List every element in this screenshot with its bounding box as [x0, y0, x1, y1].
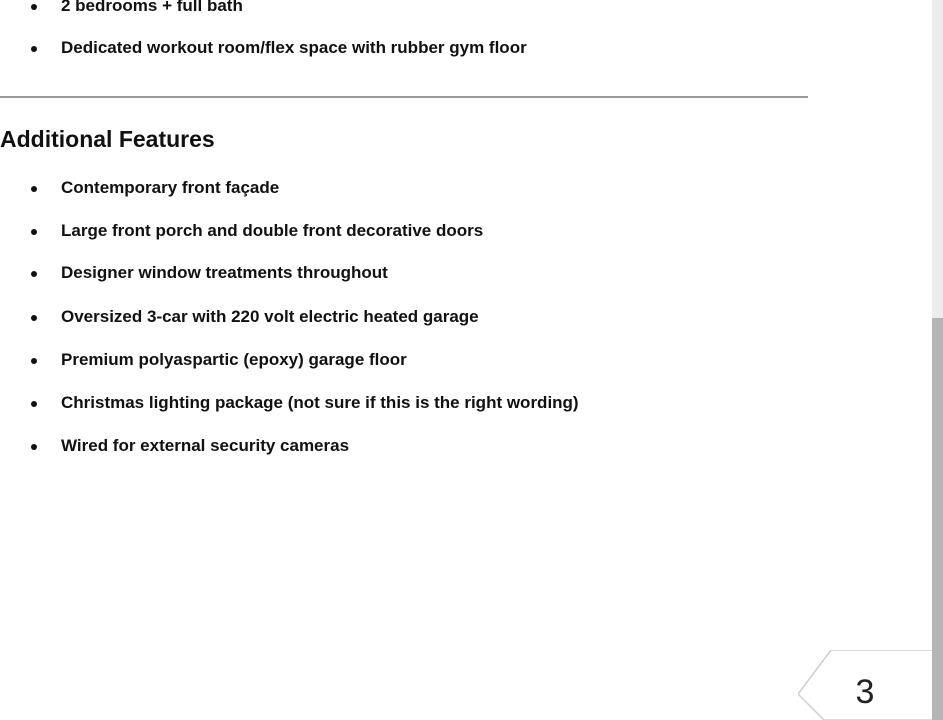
- list-item-text: 2 bedrooms + full bath: [61, 0, 243, 15]
- list-item-text: Large front porch and double front decorative doors: [61, 221, 484, 240]
- list-item-text: Christmas lighting package (not sure if this is the right wording): [61, 393, 579, 412]
- bullet-icon: [31, 401, 37, 407]
- bullet-icon: [31, 444, 37, 450]
- list-item-text: Premium polyaspartic (epoxy) garage floor: [61, 350, 407, 369]
- section-heading-additional-features: Additional Features: [0, 126, 215, 152]
- bullet-icon: [31, 358, 37, 364]
- bullet-icon: [31, 315, 37, 321]
- section-divider: [0, 96, 808, 98]
- page-number: 3: [855, 673, 875, 711]
- list-item-text: Oversized 3-car with 220 volt electric heated garage: [61, 307, 479, 326]
- list-item-text: Contemporary front façade: [61, 178, 280, 197]
- bullet-icon: [31, 229, 37, 235]
- list-item-text: Wired for external security cameras: [61, 436, 350, 455]
- bullet-icon: [31, 46, 37, 52]
- bullet-icon: [31, 271, 37, 277]
- bullet-icon: [31, 186, 37, 192]
- bullet-icon: [31, 4, 37, 10]
- list-item-text: Designer window treatments throughout: [61, 263, 388, 282]
- vertical-scrollbar[interactable]: [932, 0, 943, 720]
- list-item-text: Dedicated workout room/flex space with rubber gym floor: [61, 38, 527, 57]
- scrollbar-thumb[interactable]: [932, 318, 943, 720]
